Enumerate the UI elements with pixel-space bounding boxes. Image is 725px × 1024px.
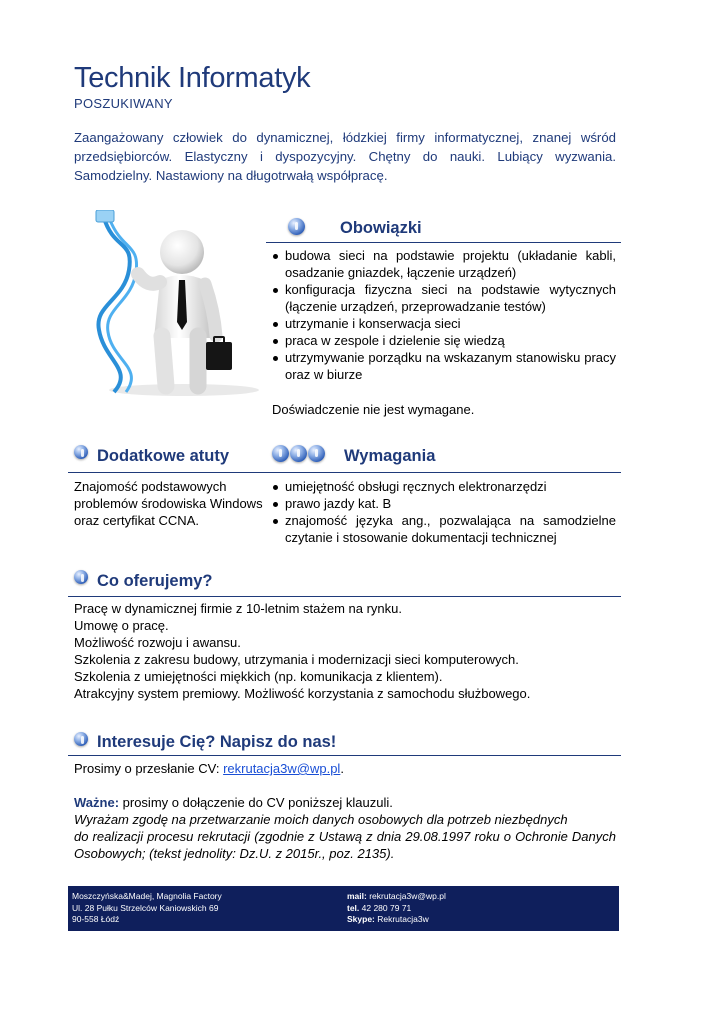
list-item: budowa sieci na podstawie projektu (układanie kabli, osadzanie gniazdek, łączenie urządzeń) [272,247,616,281]
offer-line: Atrakcyjny system premiowy. Możliwość korzystania z samochodu służbowego. [74,686,531,701]
offer-line: Szkolenia z umiejętności miękkich (np. komunikacja z klientem). [74,669,443,684]
list-item: praca w zespole i dzielenie się wiedzą [272,332,616,349]
page-subtitle: POSZUKIWANY [74,96,173,111]
oferujemy-list [74,600,619,702]
wazne-line [74,794,619,811]
info-orb-icon [290,445,307,462]
wymagania-rule [266,472,621,473]
info-orb-icon [74,570,88,584]
footer-address [72,891,222,926]
footer-company: Moszczyńska&Madej, Magnolia Factory [72,891,222,901]
clause-line-1: Wyrażam zgodę na przetwarzanie moich danych osobowych dla potrzeb niezbędnych [74,812,568,827]
atuty-text: Znajomość podstawowych problemów środowiska Windows oraz certyfikat CCNA. [74,479,263,528]
info-orb-icon [308,445,325,462]
footer-contact [347,891,446,926]
info-orb-icon [74,732,88,746]
footer-skype-value: Rekrutacja3w [374,914,429,924]
atuty-heading: Dodatkowe atuty [97,447,230,465]
offer-line: Umowę o pracę. [74,618,169,633]
info-orb-icon [272,445,289,462]
oferujemy-heading: Co oferujemy? [97,572,213,590]
offer-line: Szkolenia z zakresu budowy, utrzymania i modernizacji sieci komputerowych. [74,652,519,667]
footer-mail-label: mail: [347,891,367,901]
wymagania-heading: Wymagania [344,447,436,465]
experience-note: Doświadczenie nie jest wymagane. [272,402,475,417]
atuty-rule [68,472,266,473]
list-item: utrzymywanie porządku na wskazanym stanowisku pracy oraz w biurze [272,349,616,383]
info-orb-icon [74,445,88,459]
kontakt-rule [68,755,621,756]
clause-line-2: do realizacji procesu rekrutacji (zgodnie z Ustawą z dnia 29.08.1997 roku o Ochronie Danych Osobowych; (tekst jednolity: Dz.U. z 2015r., poz. 2135). [74,829,616,861]
footer-skype-label: Skype: [347,914,375,924]
oferujemy-rule [68,596,621,597]
footer-tel-label: tel. [347,902,360,913]
page-title: Technik Informatyk [74,62,311,94]
cv-request-text: Prosimy o przesłanie CV: [74,761,224,776]
network-cable-figure-illustration [74,210,264,400]
info-orb-icon [288,218,305,235]
offer-line: Pracę w dynamicznej firmie z 10-letnim stażem na rynku. [74,601,403,616]
intro-paragraph: Zaangażowany człowiek do dynamicznej, łódzkiej firmy informatycznej, znanej wśród przedsiębiorców. Elastyczny i dyspozycyjny. Chętny do nauki. Lubiący wyzwania. Samodzielny. Nastawiony na długotrwałą współpracę. [74,130,616,183]
list-item: znajomość języka ang., pozwalająca na samodzielne czytanie i stosowanie dokumentacji technicznej [272,512,616,546]
wazne-text: prosimy o dołączenie do CV poniższej klauzuli. [119,795,393,810]
footer-tel-value: 42 280 79 71 [359,902,412,913]
kontakt-heading: Interesuje Cię? Napisz do nas! [97,733,337,751]
obowiazki-list [272,247,616,383]
footer-bar [68,886,619,931]
cv-request [74,760,619,777]
list-item: konfiguracja fizyczna sieci na podstawie wytycznych (łączenie urządzeń, przeprowadzanie testów) [272,281,616,315]
footer-mail-value[interactable]: rekrutacja3w@wp.pl [366,891,446,901]
list-item: prawo jazdy kat. B [272,495,616,512]
wymagania-list [272,478,616,546]
footer-street: Ul. 28 Pułku Strzelców Kaniowskich 69 [72,902,219,913]
cv-email-link[interactable]: rekrutacja3w@wp.pl [223,761,341,776]
offer-line: Możliwość rozwoju i awansu. [74,635,241,650]
footer-city: 90-558 Łódź [72,914,120,924]
obowiazki-rule [266,242,621,243]
obowiazki-heading: Obowiązki [340,219,422,237]
list-item: utrzymanie i konserwacja sieci [272,315,616,332]
list-item: umiejętność obsługi ręcznych elektronarzędzi [272,478,616,495]
wazne-label: Ważne: [74,795,120,810]
cv-request-suffix: . [340,761,344,776]
